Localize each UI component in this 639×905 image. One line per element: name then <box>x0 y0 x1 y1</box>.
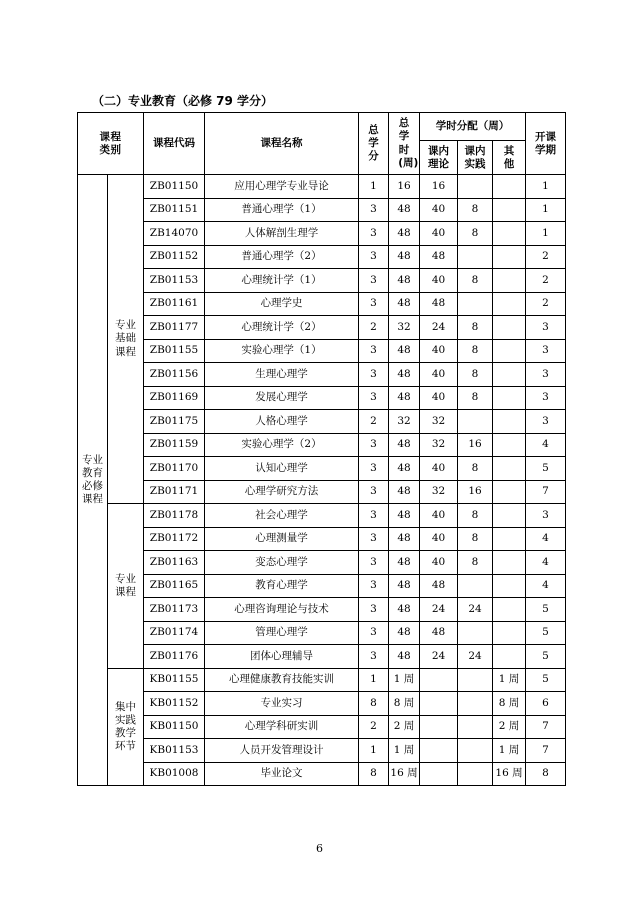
table-row <box>78 668 566 692</box>
course-hours: 1 周 <box>389 739 420 763</box>
course-semester: 1 <box>526 222 566 246</box>
course-other <box>493 269 526 293</box>
course-other <box>493 292 526 316</box>
course-semester: 4 <box>526 433 566 457</box>
course-practice <box>458 668 493 692</box>
course-theory: 40 <box>420 527 458 551</box>
course-semester: 3 <box>526 316 566 340</box>
course-semester: 2 <box>526 269 566 293</box>
course-code: ZB01161 <box>144 292 205 316</box>
course-hours: 1 周 <box>389 668 420 692</box>
course-practice: 16 <box>458 480 493 504</box>
course-practice: 8 <box>458 222 493 246</box>
course-code: ZB01159 <box>144 433 205 457</box>
course-practice: 8 <box>458 363 493 387</box>
course-semester: 7 <box>526 480 566 504</box>
course-credits: 3 <box>359 339 389 363</box>
course-hours: 48 <box>389 504 420 528</box>
course-practice: 16 <box>458 433 493 457</box>
table-row <box>78 292 566 316</box>
course-other <box>493 175 526 199</box>
course-name: 教育心理学 <box>205 574 359 598</box>
course-practice <box>458 621 493 645</box>
course-code: ZB01151 <box>144 198 205 222</box>
course-name: 实验心理学（1） <box>205 339 359 363</box>
course-other: 16 周 <box>493 762 526 786</box>
course-code: KB01150 <box>144 715 205 739</box>
course-theory: 48 <box>420 574 458 598</box>
course-name: 心理学科研实训 <box>205 715 359 739</box>
course-credits: 2 <box>359 410 389 434</box>
course-semester: 5 <box>526 598 566 622</box>
course-practice: 8 <box>458 551 493 575</box>
course-theory: 24 <box>420 316 458 340</box>
course-other <box>493 621 526 645</box>
table-row <box>78 598 566 622</box>
course-practice <box>458 292 493 316</box>
course-practice <box>458 715 493 739</box>
course-hours: 48 <box>389 574 420 598</box>
course-other <box>493 574 526 598</box>
course-credits: 8 <box>359 692 389 716</box>
course-credits: 3 <box>359 363 389 387</box>
course-name: 心理健康教育技能实训 <box>205 668 359 692</box>
course-name: 管理心理学 <box>205 621 359 645</box>
course-code: ZB01165 <box>144 574 205 598</box>
course-hours: 32 <box>389 316 420 340</box>
course-code: ZB01178 <box>144 504 205 528</box>
course-other <box>493 527 526 551</box>
course-name: 普通心理学（1） <box>205 198 359 222</box>
course-theory: 40 <box>420 504 458 528</box>
course-semester: 3 <box>526 504 566 528</box>
course-code: ZB01163 <box>144 551 205 575</box>
page-number: 6 <box>316 842 323 855</box>
course-semester: 5 <box>526 645 566 669</box>
course-other <box>493 386 526 410</box>
course-other <box>493 433 526 457</box>
course-theory: 16 <box>420 175 458 199</box>
course-semester: 7 <box>526 739 566 763</box>
table-row <box>78 222 566 246</box>
table-row <box>78 433 566 457</box>
group-category-cell: 专业基础课程 <box>108 175 144 504</box>
table-row <box>78 175 566 199</box>
course-semester: 3 <box>526 386 566 410</box>
course-practice: 8 <box>458 339 493 363</box>
course-theory <box>420 715 458 739</box>
course-code: KB01152 <box>144 692 205 716</box>
course-name: 应用心理学专业导论 <box>205 175 359 199</box>
table-row <box>78 198 566 222</box>
course-hours: 48 <box>389 339 420 363</box>
table-row <box>78 645 566 669</box>
course-code: KB01155 <box>144 668 205 692</box>
course-semester: 5 <box>526 668 566 692</box>
course-theory: 40 <box>420 269 458 293</box>
course-credits: 3 <box>359 292 389 316</box>
course-name: 人员开发管理设计 <box>205 739 359 763</box>
course-practice <box>458 574 493 598</box>
course-other <box>493 410 526 434</box>
course-other <box>493 645 526 669</box>
course-table <box>77 112 566 786</box>
course-theory: 40 <box>420 198 458 222</box>
table-row <box>78 504 566 528</box>
table-row <box>78 574 566 598</box>
course-theory: 48 <box>420 245 458 269</box>
course-practice: 8 <box>458 316 493 340</box>
course-credits: 3 <box>359 527 389 551</box>
course-semester: 1 <box>526 198 566 222</box>
course-credits: 1 <box>359 175 389 199</box>
course-code: ZB01172 <box>144 527 205 551</box>
course-semester: 2 <box>526 292 566 316</box>
course-theory: 32 <box>420 480 458 504</box>
course-hours: 48 <box>389 527 420 551</box>
course-practice <box>458 739 493 763</box>
course-name: 心理学史 <box>205 292 359 316</box>
course-semester: 3 <box>526 339 566 363</box>
course-code: KB01008 <box>144 762 205 786</box>
course-hours: 48 <box>389 292 420 316</box>
course-credits: 1 <box>359 668 389 692</box>
course-other: 1 周 <box>493 739 526 763</box>
course-credits: 3 <box>359 645 389 669</box>
table-row <box>78 339 566 363</box>
table-row <box>78 316 566 340</box>
course-name: 生理心理学 <box>205 363 359 387</box>
course-other <box>493 598 526 622</box>
course-code: ZB01155 <box>144 339 205 363</box>
course-name: 心理测量学 <box>205 527 359 551</box>
course-credits: 2 <box>359 715 389 739</box>
course-practice <box>458 692 493 716</box>
course-other <box>493 363 526 387</box>
course-theory: 40 <box>420 363 458 387</box>
table-row <box>78 410 566 434</box>
header-code: 课程代码 <box>144 113 205 175</box>
course-credits: 3 <box>359 269 389 293</box>
course-credits: 3 <box>359 551 389 575</box>
course-code: ZB01173 <box>144 598 205 622</box>
course-semester: 4 <box>526 574 566 598</box>
course-practice <box>458 762 493 786</box>
course-theory: 40 <box>420 457 458 481</box>
table-row <box>78 762 566 786</box>
course-code: ZB01174 <box>144 621 205 645</box>
course-theory: 40 <box>420 339 458 363</box>
course-practice: 8 <box>458 198 493 222</box>
table-row <box>78 386 566 410</box>
course-name: 变态心理学 <box>205 551 359 575</box>
course-hours: 8 周 <box>389 692 420 716</box>
course-hours: 48 <box>389 433 420 457</box>
course-semester: 5 <box>526 457 566 481</box>
course-semester: 4 <box>526 551 566 575</box>
course-theory: 40 <box>420 222 458 246</box>
course-code: ZB01150 <box>144 175 205 199</box>
course-code: ZB01177 <box>144 316 205 340</box>
table-row <box>78 527 566 551</box>
table-row <box>78 551 566 575</box>
course-theory: 32 <box>420 433 458 457</box>
course-theory: 40 <box>420 551 458 575</box>
course-code: ZB01176 <box>144 645 205 669</box>
course-credits: 3 <box>359 198 389 222</box>
table-row <box>78 715 566 739</box>
course-hours: 48 <box>389 363 420 387</box>
course-theory: 40 <box>420 386 458 410</box>
course-semester: 2 <box>526 245 566 269</box>
course-practice: 8 <box>458 269 493 293</box>
course-hours: 2 周 <box>389 715 420 739</box>
course-credits: 8 <box>359 762 389 786</box>
course-semester: 5 <box>526 621 566 645</box>
course-other: 1 周 <box>493 668 526 692</box>
course-name: 人格心理学 <box>205 410 359 434</box>
course-practice <box>458 175 493 199</box>
course-theory <box>420 739 458 763</box>
course-other <box>493 222 526 246</box>
course-hours: 48 <box>389 598 420 622</box>
course-credits: 3 <box>359 222 389 246</box>
main-category-cell: 专业教育必修课程 <box>78 175 108 786</box>
header-category: 课程类别 <box>78 113 144 175</box>
course-practice: 24 <box>458 598 493 622</box>
course-hours: 48 <box>389 551 420 575</box>
course-semester: 4 <box>526 527 566 551</box>
course-theory: 48 <box>420 621 458 645</box>
course-code: ZB01156 <box>144 363 205 387</box>
table-row <box>78 363 566 387</box>
course-hours: 48 <box>389 480 420 504</box>
course-code: KB01153 <box>144 739 205 763</box>
course-credits: 2 <box>359 316 389 340</box>
course-other: 2 周 <box>493 715 526 739</box>
course-theory: 24 <box>420 598 458 622</box>
course-hours: 48 <box>389 621 420 645</box>
course-name: 心理统计学（1） <box>205 269 359 293</box>
course-semester: 7 <box>526 715 566 739</box>
course-practice: 8 <box>458 504 493 528</box>
table-row <box>78 245 566 269</box>
course-name: 毕业论文 <box>205 762 359 786</box>
course-name: 团体心理辅导 <box>205 645 359 669</box>
course-hours: 16 <box>389 175 420 199</box>
course-name: 社会心理学 <box>205 504 359 528</box>
course-code: ZB01171 <box>144 480 205 504</box>
course-hours: 48 <box>389 198 420 222</box>
course-other <box>493 339 526 363</box>
course-name: 人体解剖生理学 <box>205 222 359 246</box>
course-credits: 3 <box>359 386 389 410</box>
course-practice: 8 <box>458 457 493 481</box>
course-hours: 48 <box>389 222 420 246</box>
section-title: （二）专业教育（必修 79 学分） <box>92 94 274 108</box>
course-credits: 3 <box>359 480 389 504</box>
course-code: ZB01152 <box>144 245 205 269</box>
table-row <box>78 480 566 504</box>
course-credits: 3 <box>359 598 389 622</box>
course-hours: 32 <box>389 410 420 434</box>
course-semester: 1 <box>526 175 566 199</box>
course-other: 8 周 <box>493 692 526 716</box>
course-semester: 6 <box>526 692 566 716</box>
header-practice: 课内实践 <box>458 141 493 175</box>
course-practice <box>458 410 493 434</box>
course-code: ZB14070 <box>144 222 205 246</box>
header-distribution: 学时分配（周） <box>420 113 526 141</box>
course-other <box>493 316 526 340</box>
course-hours: 48 <box>389 269 420 293</box>
course-other <box>493 551 526 575</box>
header-other: 其他 <box>493 141 526 175</box>
course-other <box>493 480 526 504</box>
course-theory <box>420 762 458 786</box>
course-hours: 48 <box>389 645 420 669</box>
course-practice <box>458 245 493 269</box>
course-code: ZB01175 <box>144 410 205 434</box>
course-credits: 3 <box>359 504 389 528</box>
course-name: 专业实习 <box>205 692 359 716</box>
group-category-cell: 专业课程 <box>108 504 144 669</box>
course-name: 心理学研究方法 <box>205 480 359 504</box>
course-theory: 32 <box>420 410 458 434</box>
course-name: 认知心理学 <box>205 457 359 481</box>
course-other <box>493 504 526 528</box>
course-name: 普通心理学（2） <box>205 245 359 269</box>
group-category-cell: 集中实践教学环节 <box>108 668 144 786</box>
course-name: 实验心理学（2） <box>205 433 359 457</box>
course-hours: 16 周 <box>389 762 420 786</box>
course-hours: 48 <box>389 245 420 269</box>
header-total-hours: 总学时(周) <box>389 113 420 175</box>
course-name: 心理咨询理论与技术 <box>205 598 359 622</box>
course-practice: 8 <box>458 527 493 551</box>
course-theory: 24 <box>420 645 458 669</box>
course-credits: 3 <box>359 245 389 269</box>
course-table-body <box>78 175 566 786</box>
course-semester: 3 <box>526 410 566 434</box>
course-theory <box>420 668 458 692</box>
course-other <box>493 457 526 481</box>
header-semester: 开课学期 <box>526 113 566 175</box>
table-row <box>78 269 566 293</box>
course-hours: 48 <box>389 457 420 481</box>
course-credits: 3 <box>359 457 389 481</box>
course-practice: 24 <box>458 645 493 669</box>
table-row <box>78 457 566 481</box>
course-theory: 48 <box>420 292 458 316</box>
header-credits: 总学分 <box>359 113 389 175</box>
course-credits: 3 <box>359 574 389 598</box>
course-name: 发展心理学 <box>205 386 359 410</box>
table-row <box>78 621 566 645</box>
course-semester: 8 <box>526 762 566 786</box>
table-row <box>78 739 566 763</box>
header-name: 课程名称 <box>205 113 359 175</box>
table-row <box>78 692 566 716</box>
header-theory: 课内理论 <box>420 141 458 175</box>
course-semester: 3 <box>526 363 566 387</box>
course-credits: 3 <box>359 433 389 457</box>
course-other <box>493 245 526 269</box>
course-code: ZB01153 <box>144 269 205 293</box>
course-name: 心理统计学（2） <box>205 316 359 340</box>
course-code: ZB01170 <box>144 457 205 481</box>
course-code: ZB01169 <box>144 386 205 410</box>
course-theory <box>420 692 458 716</box>
course-hours: 48 <box>389 386 420 410</box>
course-credits: 1 <box>359 739 389 763</box>
course-other <box>493 198 526 222</box>
course-credits: 3 <box>359 621 389 645</box>
course-practice: 8 <box>458 386 493 410</box>
